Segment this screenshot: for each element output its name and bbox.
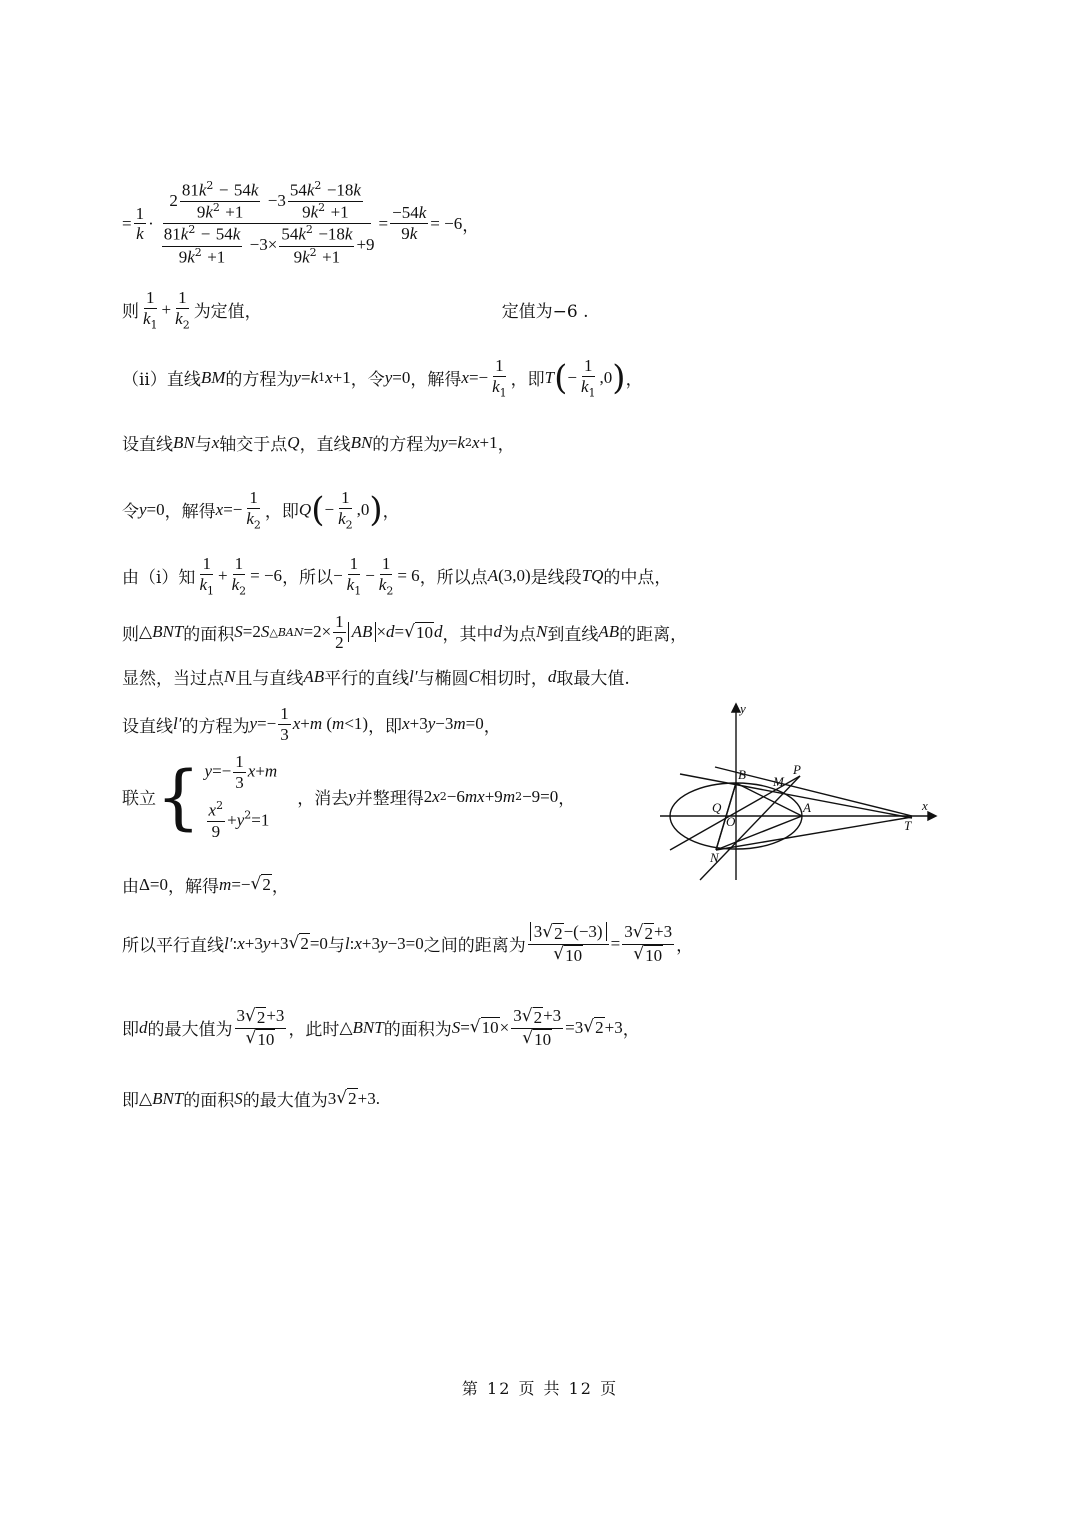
text-line-9: 设直线 l′ 的方程为 y =− $\frac{1}{3}$ x + m ( m <1) ，即 x +3 y −3 m =0 ，: [122, 704, 501, 744]
page-footer: 第 12 页 共 12 页: [461, 1379, 619, 1398]
x-axis-arrow: [928, 812, 936, 820]
label-p: P: [793, 762, 801, 777]
text-line-11: 由 Δ=0 ，解得 m =− √ 2 ，: [122, 874, 289, 897]
ellipse-diagram: [660, 700, 940, 885]
text-line-10: 联立 { y=− $\frac{1}{3}$ x+m $\frac{x^2}{9}$ $+y^2=1$ ，消去 y 并整理得 2 x 2 −6 mx +9 m 2 −9=0 ，: [122, 752, 576, 842]
equation-line-1: = $\frac{1}{k}$ · 2 $\frac{81k^2 - 54k}{9k^2 +1}$ −3 $\frac{54k^2 -18k}{9k^2 +1}$ $\frac{81k^2 - 54k}{9k^2 +1}$ −3× $\frac{54k^2 -18k}{9k^2 +1}$ +9 = $\frac{-54k}{9k}$ = −6 ，: [122, 179, 480, 267]
text-line-14: 即 △ BNT 的面积 S 的最大值为 3 √ 2 +3.: [122, 1088, 380, 1111]
label-t: T: [904, 818, 912, 833]
label-q: Q: [712, 800, 722, 815]
text-line-5: 令 y =0 ，解得 x =− $\frac{1}{k_2}$ ，即 Q ( − $\frac{1}{k_2}$ ,0 ) ，: [122, 488, 400, 531]
text-line-7: 则 △ BNT 的面积 S =2 S △BAN =2× $\frac{1}{2}$ AB × d = √ 10 d ，其中 d 为点 N 到直线 AB 的距离，: [122, 612, 688, 652]
label-a: A: [803, 800, 811, 815]
text-line-3: （ii）直线 BM 的方程为 y = k 1 x +1 ，令 y =0 ，解得 x =− $\frac{1}{k_1}$ ，即 T ( − $\frac{1}{k_1}$ ,0 ) ，: [122, 356, 643, 399]
label-b: B: [738, 767, 746, 782]
label-m: M: [773, 774, 784, 789]
text-line-2: 则 $\frac{1}{k_1}$ + $\frac{1}{k_2}$ 为定值， 定值为−6 .: [122, 288, 589, 331]
text-line-13: 即 d 的最大值为 3 √ 2 +3 √ 10 ，此时 △ BNT 的面积为 S = √ 10 × 3 √ 2 +3 √ 10 =3 √ 2 +3 ，: [122, 1006, 640, 1049]
label-o: O: [726, 814, 736, 829]
text-line-4: 设直线 BN 与 x 轴交于点 Q ，直线 BN 的方程为 y = k 2 x +1 ，: [122, 432, 515, 455]
label-n: N: [710, 850, 719, 865]
label-x: x: [922, 798, 928, 813]
y-axis-arrow: [732, 704, 740, 712]
geometry-figure: [660, 700, 940, 890]
label-y: y: [740, 701, 746, 716]
text-line-6: 由（i）知 $\frac{1}{k_1}$ + $\frac{1}{k_2}$ = −6 ，所以 − $\frac{1}{k_1}$ − $\frac{1}{k_2}$ = 6 ，所以点 A (3,0) 是线段 TQ 的中点，: [122, 554, 672, 597]
text-line-12: 所以平行直线 l′ : x +3 y +3 √ 2 =0 与 l : x +3 y −3=0 之间的距离为 3 √ 2 −(−3) √ 10 = 3 √ 2 +3 √ 10 ，: [122, 922, 694, 965]
text-line-8: 显然，当过点 N 且与直线 AB 平行的直线 l′ 与椭圆 C 相切时， d 取最大值.: [122, 666, 630, 689]
